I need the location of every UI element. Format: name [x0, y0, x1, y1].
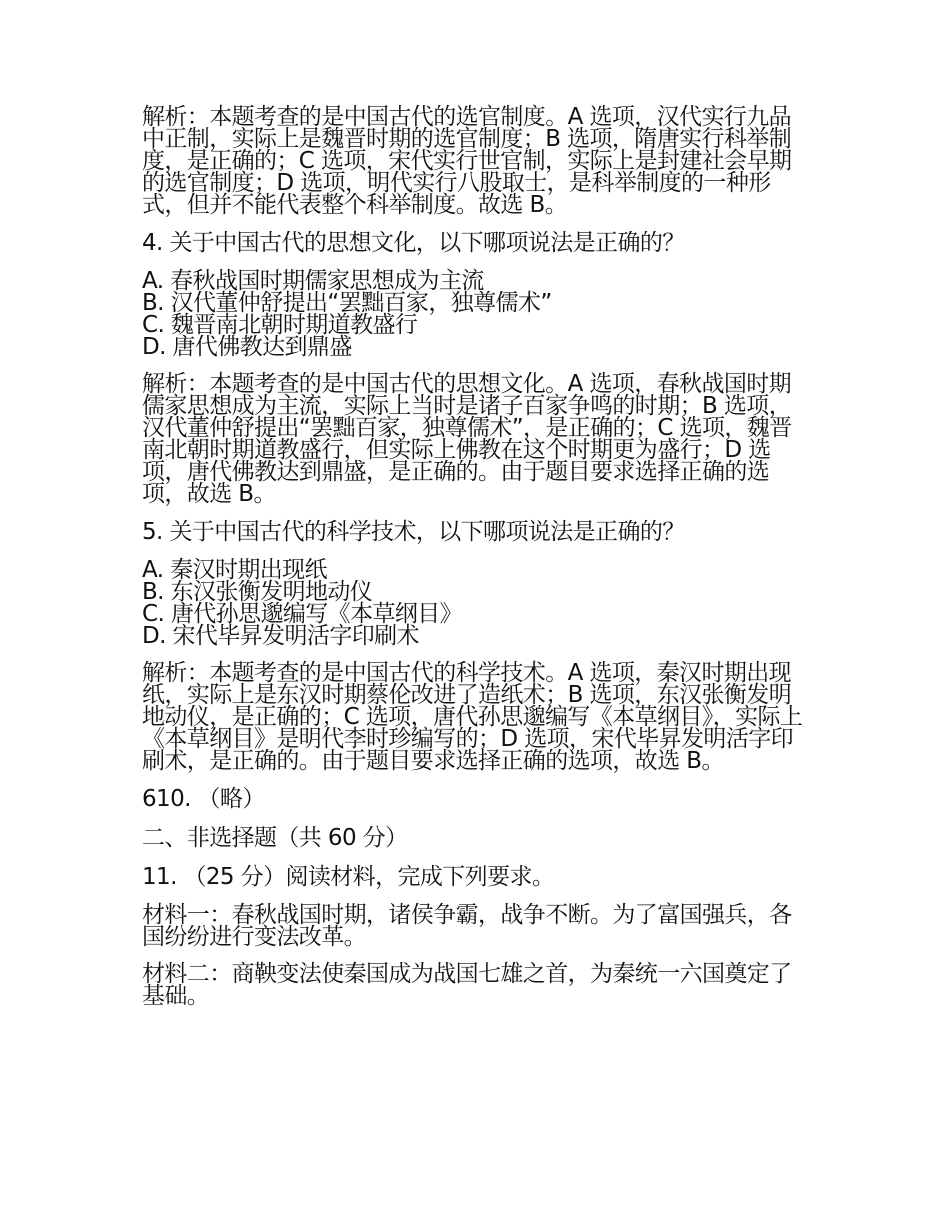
question-11: 11. （25 分）阅读材料，完成下列要求。	[142, 864, 555, 890]
option-c: C. 魏晋南北朝时期道教盛行	[142, 312, 418, 338]
analysis-q5: 解析：本题考查的是中国古代的科学技术。A 选项，秦汉时期出现纸，实际上是东汉时期蔡伦改进了造纸术；B 选项，东汉张衡发明地动仪，是正确的；C 选项，唐代孙思邈编写《本草纲目》，实际上《本草纲目》是明代李时珍编写的；D 选项，宋代毕昇发明活字印刷术，是正确的。由于题目要求选择正确的选项，故选 B。	[142, 660, 803, 774]
document-page	[142, 106, 810, 1007]
question-5: 5. 关于中国古代的科学技术，以下哪项说法是正确的？	[142, 519, 685, 545]
option-b: B. 东汉张衡发明地动仪	[142, 579, 373, 605]
option-b: B. 汉代董仲舒提出“罢黜百家，独尊儒术”	[142, 290, 552, 316]
option-d: D. 唐代佛教达到鼎盛	[142, 334, 352, 360]
question-4-options	[142, 270, 810, 358]
option-a: A. 秦汉时期出现纸	[142, 557, 327, 583]
analysis-q3: 解析：本题考查的是中国古代的选官制度。A 选项，汉代实行九品中正制，实际上是魏晋时期的选官制度；B 选项，隋唐实行科举制度，是正确的；C 选项，宋代实行世官制，实际上是封建社会早期的选官制度；D 选项，明代实行八股取士，是科举制度的一种形式，但并不能代表整个科举制度。故选 B。	[142, 104, 792, 218]
analysis-q4: 解析：本题考查的是中国古代的思想文化。A 选项，春秋战国时期儒家思想成为主流，实际上当时是诸子百家争鸣的时期；B 选项，汉代董仲舒提出“罢黜百家，独尊儒术”，是正确的；C 选项，魏晋南北朝时期道教盛行，但实际上佛教在这个时期更为盛行；D 选项，唐代佛教达到鼎盛，是正确的。由于题目要求选择正确的选项，故选 B。	[142, 371, 792, 507]
option-c: C. 唐代孙思邈编写《本草纲目》	[142, 601, 463, 627]
section-heading: 二、非选择题（共 60 分）	[142, 825, 408, 851]
question-5-options	[142, 559, 810, 647]
material-1: 材料一：春秋战国时期，诸侯争霸，战争不断。为了富国强兵，各国纷纷进行变法改革。	[142, 902, 792, 950]
question-6-10: 610. （略）	[142, 786, 265, 812]
option-a: A. 春秋战国时期儒家思想成为主流	[142, 268, 484, 294]
question-4: 4. 关于中国古代的思想文化，以下哪项说法是正确的？	[142, 230, 685, 256]
material-2: 材料二：商鞅变法使秦国成为战国七雄之首，为秦统一六国奠定了基础。	[142, 961, 792, 1009]
option-d: D. 宋代毕昇发明活字印刷术	[142, 623, 419, 649]
